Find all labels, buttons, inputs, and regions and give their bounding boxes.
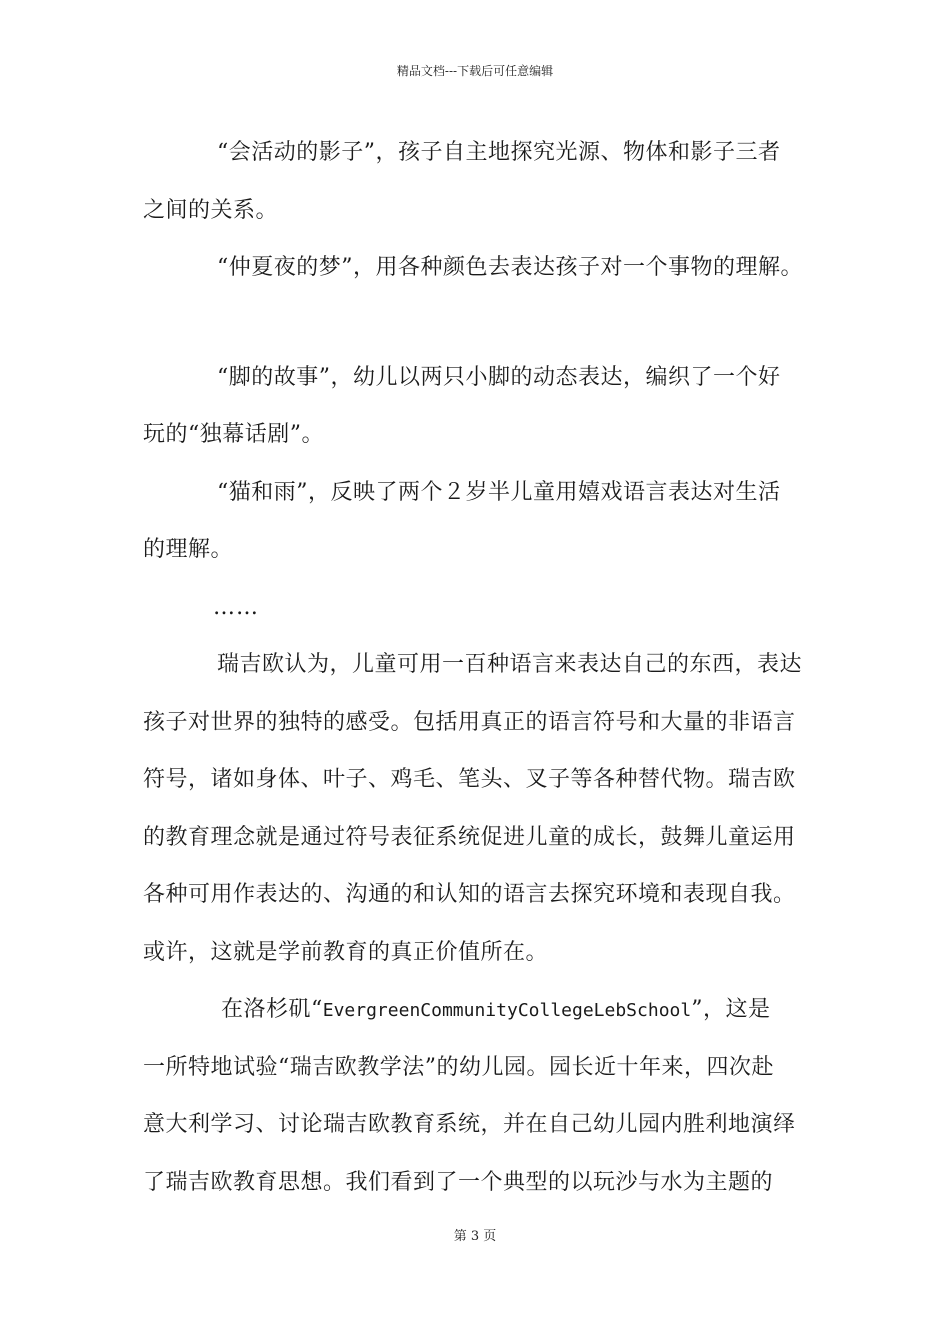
- paragraph-spacer: [143, 297, 813, 349]
- paragraph-los-angeles-school: [143, 981, 813, 1211]
- text-segment: 在洛杉矶“: [221, 997, 323, 1022]
- document-body: [143, 124, 813, 1211]
- text-line: 或许，这就是学前教育的真正价值所在。: [143, 939, 549, 965]
- paragraph-midsummer-dream: [143, 239, 813, 297]
- school-name: EvergreenCommunityCollegeLebSchool: [322, 1000, 692, 1021]
- text-line: “仲夏夜的梦”，用各种颜色去表达孩子对一个事物的理解。: [217, 255, 803, 280]
- text-line: 符号，诸如身体、叶子、鸡毛、笔头、叉子等各种替代物。瑞吉欧: [143, 767, 796, 792]
- text-line: [143, 981, 813, 1039]
- text-line: 孩子对世界的独特的感受。包括用真正的语言符号和大量的非语言: [143, 709, 796, 735]
- page-number: 第 3 页: [453, 1229, 497, 1244]
- text-line: 了瑞吉欧教育思想。我们看到了一个典型的以玩沙与水为主题的: [143, 1169, 774, 1195]
- text-line: 的教育理念就是通过符号表征系统促进儿童的成长，鼓舞儿童运用: [143, 824, 796, 850]
- paragraph-moving-shadow: [143, 124, 813, 239]
- document-header: 精品文档---下载后可任意编辑: [396, 64, 554, 78]
- text-line: “脚的故事”，幼儿以两只小脚的动态表达，编织了一个好: [217, 364, 781, 390]
- paragraph-reggio-view: [143, 636, 813, 981]
- paragraph-cat-and-rain: [143, 464, 813, 579]
- text-line: 意大利学习、讨论瑞吉欧教育系统，并在自己幼儿园内胜利地演绎: [143, 1112, 796, 1137]
- text-line: “猫和雨”，反映了两个２岁半儿童用嬉戏语言表达对生活: [217, 479, 781, 505]
- text-line: “会活动的影子”，孩子自主地探究光源、物体和影子三者: [217, 140, 781, 165]
- ellipsis: ……: [213, 594, 259, 620]
- text-line: 瑞吉欧认为，儿童可用一百种语言来表达自己的东西，表达: [217, 652, 803, 677]
- text-line: 各种可用作表达的、沟通的和认知的语言去探究环境和表现自我。: [143, 882, 796, 907]
- text-line: 之间的关系。: [143, 197, 279, 223]
- paragraph-foot-story: [143, 349, 813, 464]
- text-segment: ”，这是: [691, 997, 771, 1022]
- text-line: 一所特地试验“瑞吉欧教学法”的幼儿园。园长近十年来，四次赴: [143, 1054, 774, 1080]
- text-line: 玩的“独幕话剧”。: [143, 422, 324, 447]
- text-line: 的理解。: [143, 537, 234, 562]
